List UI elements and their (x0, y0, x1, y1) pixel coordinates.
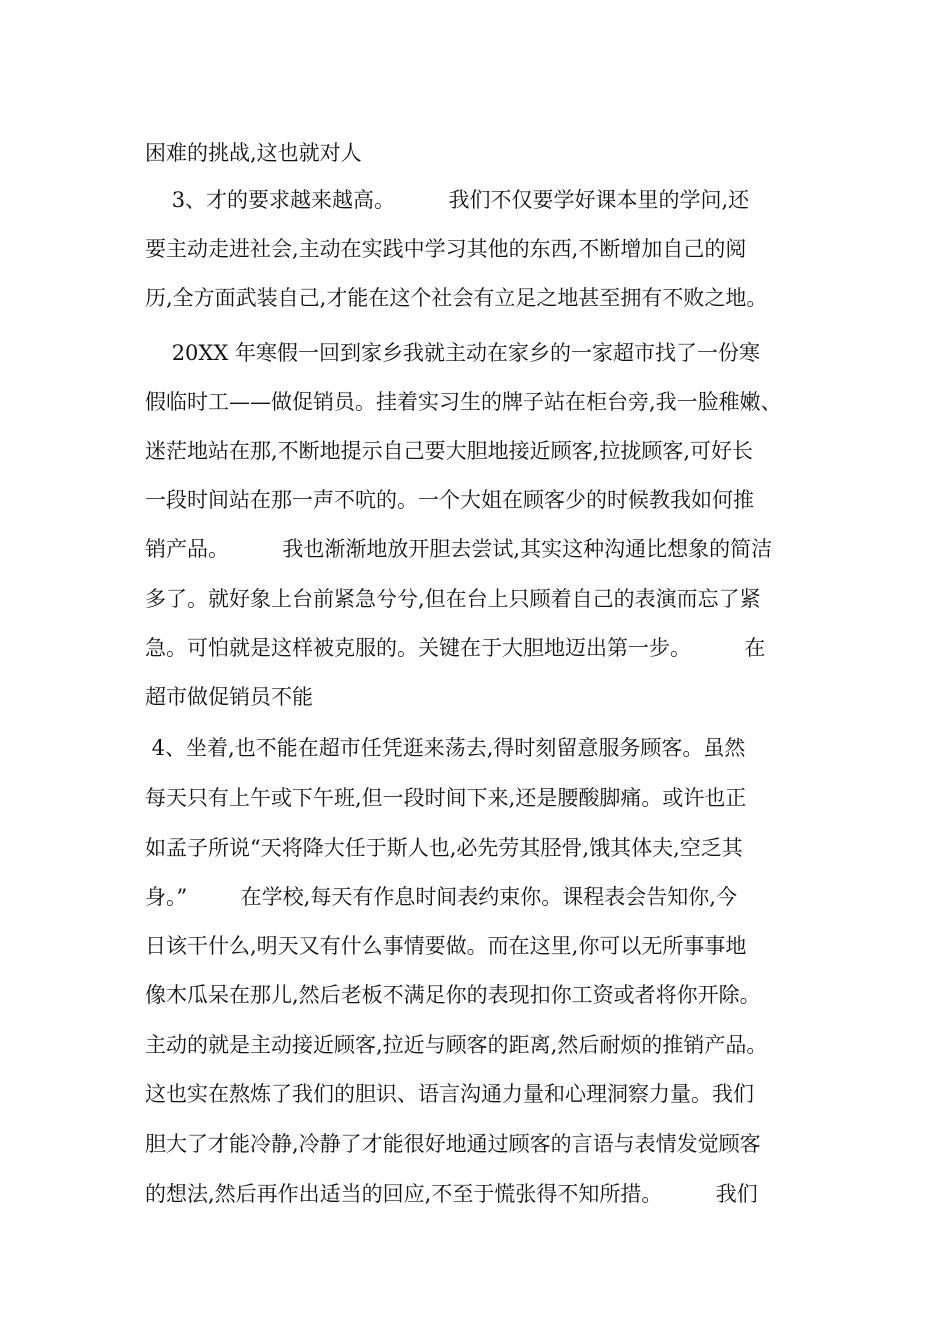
text-line: 如孟子所说“天将降大任于斯人也,必先劳其胫骨,饿其体夫,空乏其 (145, 836, 743, 860)
text-line: 身。” 在学校,每天有作息时间表约束你。课程表会告知你,今 (145, 885, 737, 909)
text-line: 的想法,然后再作出适当的回应,不至于慌张得不知所措。 我们 (145, 1182, 758, 1206)
text-line: 20XX 年寒假一回到家乡我就主动在家乡的一家超市找了一份寒 (145, 341, 760, 365)
text-line: 迷茫地站在那,不断地提示自己要大胆地接近顾客,拉拢顾客,可好长 (145, 439, 754, 463)
text-line: 困难的挑战,这也就对人 (145, 141, 362, 165)
text-line: 3、才的要求越来越高。 我们不仅要学好课本里的学问,还 (145, 188, 750, 212)
text-line: 像木瓜呆在那儿,然后老板不满足你的表现扣你工资或者将你开除。 (145, 983, 761, 1007)
text-line: 4、坐着,也不能在超市任凭逛来荡去,得时刻留意服务顾客。虽然 (145, 736, 746, 760)
text-line: 一段时间站在那一声不吭的。一个大姐在顾客少的时候教我如何推 (145, 488, 754, 512)
text-line: 每天只有上午或下午班,但一段时间下来,还是腰酸脚痛。或许也正 (145, 786, 747, 810)
text-line: 这也实在熬炼了我们的胆识、语言沟通力量和心理洞察力量。我们 (145, 1082, 754, 1106)
text-line: 多了。就好象上台前紧急兮兮,但在台上只顾着自己的表演而忘了紧 (145, 587, 761, 611)
text-line: 胆大了才能冷静,冷静了才能很好地通过顾客的言语与表情发觉顾客 (145, 1132, 761, 1156)
text-line: 历,全方面武装自己,才能在这个社会有立足之地甚至拥有不败之地。 (145, 286, 768, 310)
text-line: 急。可怕就是这样被克服的。关键在于大胆地迈出第一步。 在 (145, 636, 766, 660)
text-line: 主动的就是主动接近顾客,拉近与顾客的距离,然后耐烦的推销产品。 (145, 1033, 768, 1057)
text-line: 销产品。 我也渐渐地放开胆去尝试,其实这种沟通比想象的简洁 (145, 537, 773, 561)
text-line: 超市做促销员不能 (145, 685, 313, 709)
text-line: 要主动走进社会,主动在实践中学习其他的东西,不断增加自己的阅 (145, 237, 747, 261)
text-line: 假临时工——做促销员。挂着实习生的牌子站在柜台旁,我一脸稚嫩、 (145, 390, 782, 414)
text-line: 日该干什么,明天又有什么事情要做。而在这里,你可以无所事事地 (145, 934, 747, 958)
